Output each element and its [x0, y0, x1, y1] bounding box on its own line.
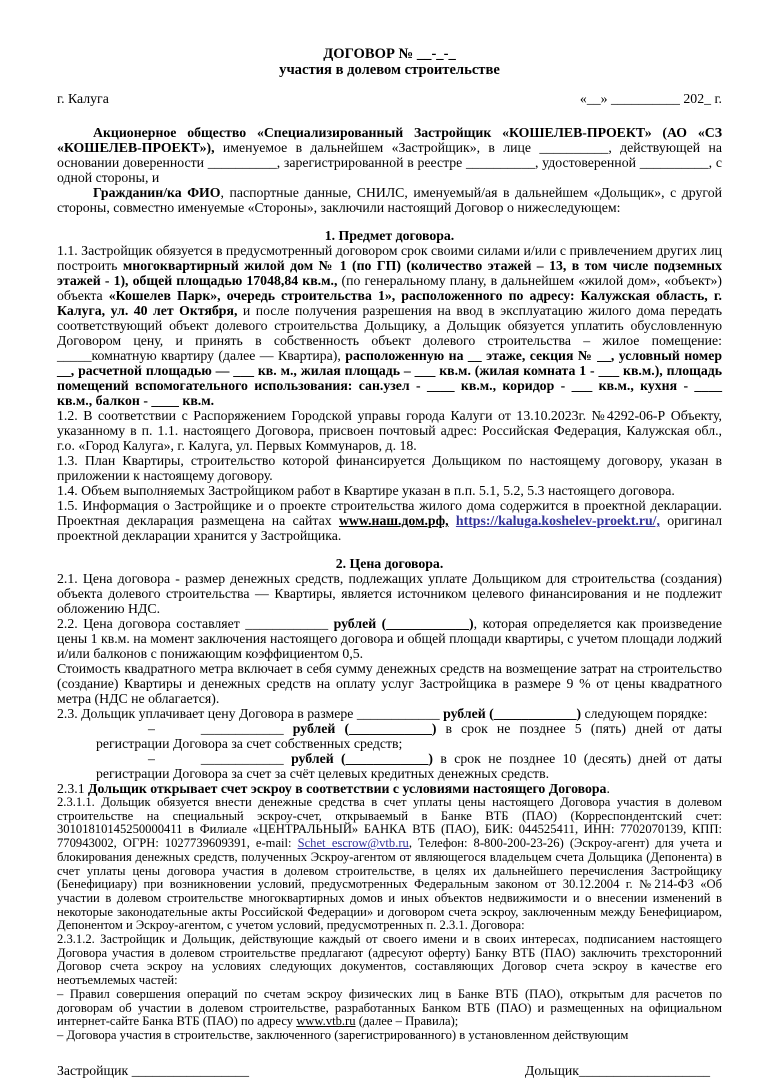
- p231-number: 2.3.1: [57, 781, 89, 796]
- escrow-terms-block: [57, 796, 722, 1043]
- p23-text2: следующем порядке:: [581, 706, 708, 721]
- d1-text2: (далее – Правила);: [355, 1014, 459, 1029]
- paragraph-2-2: [57, 616, 722, 661]
- section-1-heading: 1. Предмет договора.: [324, 228, 455, 243]
- escrow-email-link[interactable]: Schet_escrow@vtb.ru: [297, 836, 409, 851]
- developer-intro-rest: именуемое в дальнейшем «Застройщик», в лице __________, действующей на основании доверенности __________, зарегистрированной в реестре __________, удостоверенной __________, с одной стороны, и: [57, 140, 722, 185]
- p11-building-bold: многоквартирный жилой дом № 1 (по ГП) (количество этажей – 13, в том числе подземных этажей - 1), общей площадью 17048,84 кв.м.,: [57, 258, 722, 288]
- paragraph-2-3-1: [57, 781, 722, 796]
- city-date-line: [57, 91, 722, 106]
- nash-dom-link[interactable]: www.наш.дом.рф,: [338, 513, 449, 528]
- paragraph-1-4: 1.4. Объем выполняемых Застройщиком работ в Квартире указан в п.п. 5.1, 5.2, 5.3 настоящего договора.: [57, 483, 675, 498]
- p15-text: 1.5. Информация о Застройщике и о проекте строительства жилого дома содержится в проектной декларации. Проектная декларация размещена на сайтах: [57, 498, 722, 528]
- document-title: [57, 46, 722, 78]
- title-subject: участия в долевом строительстве: [279, 62, 500, 78]
- pay1-terms: в срок не позднее 5 (пять) дней от даты регистрации Договора за счет собственных средств;: [96, 721, 723, 751]
- paragraph-1-2: 1.2. В соответствии с Распоряжением Городской управы города Калуги от 13.10.2023г. №4292-06-Р Объекту, указанному в п. 1.1. настоящего Договора, присвоен почтовый адрес: Российская Федерация, Калужская обл., г.о. «Город Калуга», г. Калуга, ул. Первых Коммунаров, д. 18.: [57, 408, 722, 453]
- paragraph-2-2-cont: Стоимость квадратного метра включает в себя сумму денежных средств на возмещение затрат на строительство (создание) Квартиры и денежных средств на оплату услуг Застройщика в размере 9 % от цены квадратного метра (НДС не облагается).: [57, 661, 722, 706]
- paragraph-1-3: 1.3. План Квартиры, строительство которой финансируется Дольщиком по настоящему договору, указан в приложении к настоящему договору.: [57, 453, 722, 483]
- p22-rubles-bold: рублей (____________): [333, 616, 474, 631]
- escrow-doc-item-2: – Договора участия в строительстве, заключенного (зарегистрированного) в установленном действующим: [57, 1027, 629, 1042]
- payment-item-1: [57, 721, 722, 751]
- p11-text3: и после получения разрешения на ввод в эксплуатацию жилого дома передать соответствующий объект долевого строительства Дольщику, а Дольщик обязуется уплатить обусловленную Договором цену, и принять в собственность объект долевого строительства – жилое помещение: _____комнатную квартиру (далее — Квартира),: [57, 303, 722, 363]
- p11-text: 1.1. Застройщик обязуется в предусмотренный договором срок своими силами и/или с привлечением других лиц построить: [57, 243, 722, 273]
- p22-text2: , которая определяется как произведение цены 1 кв.м. на момент заключения настоящего договора и общей площади квартиры, с учетом площади лоджий и/или балконов с понижающим коэффициентом 0,5.: [57, 616, 722, 661]
- vtb-site-link[interactable]: www.vtb.ru: [296, 1014, 356, 1029]
- citizen-name-bold: Гражданин/ка ФИО: [93, 185, 221, 200]
- p11-text2: (по генеральному плану, в дальнейшем «жилой дом», «объект») объекта: [57, 273, 722, 303]
- p11-apartment-bold: расположенную на __ этаже, секция № __, условный номер __, расчетной площадью — ___ кв. м., жилая площадь – ___ кв.м. (жилая комната 1 - ___ кв.м.), площадь помещений вспомогательного использования: сан.узел - ____ кв.м., коридор - ___ кв.м., кухня - ____ кв.м., балкон - ____ кв.м.: [57, 348, 722, 408]
- p23-text: 2.3. Дольщик уплачивает цену Договора в размере ____________: [57, 706, 444, 721]
- developer-name-bold: Акционерное общество «Специализированный Застройщик «КОШЕЛЕВ-ПРОЕКТ» (АО «СЗ «КОШЕЛЕВ-ПРОЕКТ»),: [57, 125, 722, 155]
- pay2-rubles-bold: рублей (____________): [291, 751, 433, 766]
- p11-address-bold: «Кошелев Парк», очередь строительства 1», расположенного по адресу: Калужская область, г. Калуга, ул. 40 лет Октября,: [57, 288, 722, 318]
- p23-rubles-bold: рублей (____________): [443, 706, 582, 721]
- shareholder-signature-blank: Дольщик___________________: [524, 1062, 710, 1078]
- pay1-rubles-bold: рублей (____________): [292, 721, 437, 736]
- paragraph-2-3-1-2: 2.3.1.2. Застройщик и Дольщик, действующие каждый от своего имени и в своих интересах, подписанием настоящего Договора участия в долевом строительстве предлагают (адресуют оферту) Банку ВТБ (ПАО) заключить трехсторонний Договор счета эскроу на условиях следующих документов, составляющих Договор счета эскроу в качестве его неотъемлемых частей:: [57, 932, 722, 988]
- paragraph-2-3: [57, 706, 722, 721]
- p15-text2: оригинал проектной декларации хранится у Застройщика.: [57, 513, 723, 543]
- developer-signature-blank: Застройщик _________________: [57, 1062, 249, 1078]
- p231-period: .: [606, 781, 610, 796]
- koshelev-proekt-link[interactable]: https://kaluga.koshelev-proekt.ru/,: [455, 513, 660, 528]
- p2311-text2: , Телефон: 8-800-200-23-26) (Эскроу-агент) для учета и блокирования денежных средств, полученных Эскроу-агентом от являющегося владельцем счета Дольщика (Депонента) в счет уплаты цены договора участия в долевом строительстве, в целях их дальнейшего перечисления Застройщику (Бенефициару) при возникновении условий, предусмотренных Федеральным законом от 30.12.2004 г. №214-ФЗ «Об участии в долевом строительстве многоквартирных домов и иных объектов недвижимости и о внесении изменений в некоторые законодательные акты Российской Федерации» и договором счета эскроу, заключенным между Бенефициаром, Депонентом и Эскроу-агентом, с учетом условий, предусмотренных п. 2.3.1. Договора:: [57, 836, 723, 933]
- section-2-heading: 2. Цена договора.: [335, 556, 444, 571]
- pay1-blank: ____________: [200, 721, 293, 736]
- signature-line: [57, 1063, 722, 1078]
- payment-item-2: [57, 751, 722, 781]
- p2311-text: 2.3.1.1. Дольщик обязуется внести денежные средства в счет уплаты цены настоящего Договора участия в долевом строительстве на специальный эскроу-счет, открываемый в Банке ВТБ (ПАО) (Корреспондентский счет: 30101810145250000411 в Филиале «ЦЕНТРАЛЬНЫЙ» БАНКА ВТБ (ПАО), БИК: 044525411, ИНН: 7702070139, КПП: 770943002, ОГРН: 1027739609391, e-mail:: [57, 795, 722, 851]
- p15-space: [449, 513, 456, 528]
- dash-bullet: –: [148, 721, 155, 736]
- paragraph-1-5: [57, 498, 722, 543]
- citizen-intro-rest: , паспортные данные, СНИЛС, именуемый/ая в дальнейшем «Дольщик», с другой стороны, совместно именуемые «Стороны», заключили настоящий Договор о нижеследующем:: [57, 185, 722, 215]
- paragraph-citizen-intro: [57, 185, 722, 215]
- p22-text: 2.2. Цена договора составляет ____________: [57, 616, 334, 631]
- pay2-terms: в срок не позднее 10 (десять) дней от даты регистрации Договора за счет за счёт целевых кредитных денежных средств.: [96, 751, 723, 781]
- date-blank: «__» __________ 202_ г.: [579, 91, 722, 106]
- d1-text: – Правил совершения операций по счетам эскроу физических лиц в Банке ВТБ (ПАО), открытым для расчетов по договорам об участии в долевом строительстве, разработанных Банком ВТБ (ПАО) и размещенных на официальном интернет-сайте Банка ВТБ (ПАО) по адресу: [57, 986, 722, 1029]
- city-label: г. Калуга: [57, 91, 109, 106]
- dash-bullet: –: [148, 751, 155, 766]
- pay2-blank: ____________: [200, 751, 292, 766]
- paragraph-2-3-1-1: [57, 796, 722, 933]
- p231-escrow-bold: Дольщик открывает счет эскроу в соответствии с условиями настоящего Договора: [88, 781, 607, 796]
- paragraph-1-1: [57, 243, 722, 408]
- escrow-doc-item-1: [57, 988, 722, 1029]
- title-contract-number: ДОГОВОР № __-_-_: [323, 46, 456, 62]
- paragraph-2-1: 2.1. Цена договора - размер денежных средств, подлежащих уплате Дольщиком для строительства (создания) объекта долевого строительства — Квартиры, является источником целевого финансирования и не подлежит обложению НДС.: [57, 571, 722, 616]
- paragraph-developer-intro: [57, 125, 722, 185]
